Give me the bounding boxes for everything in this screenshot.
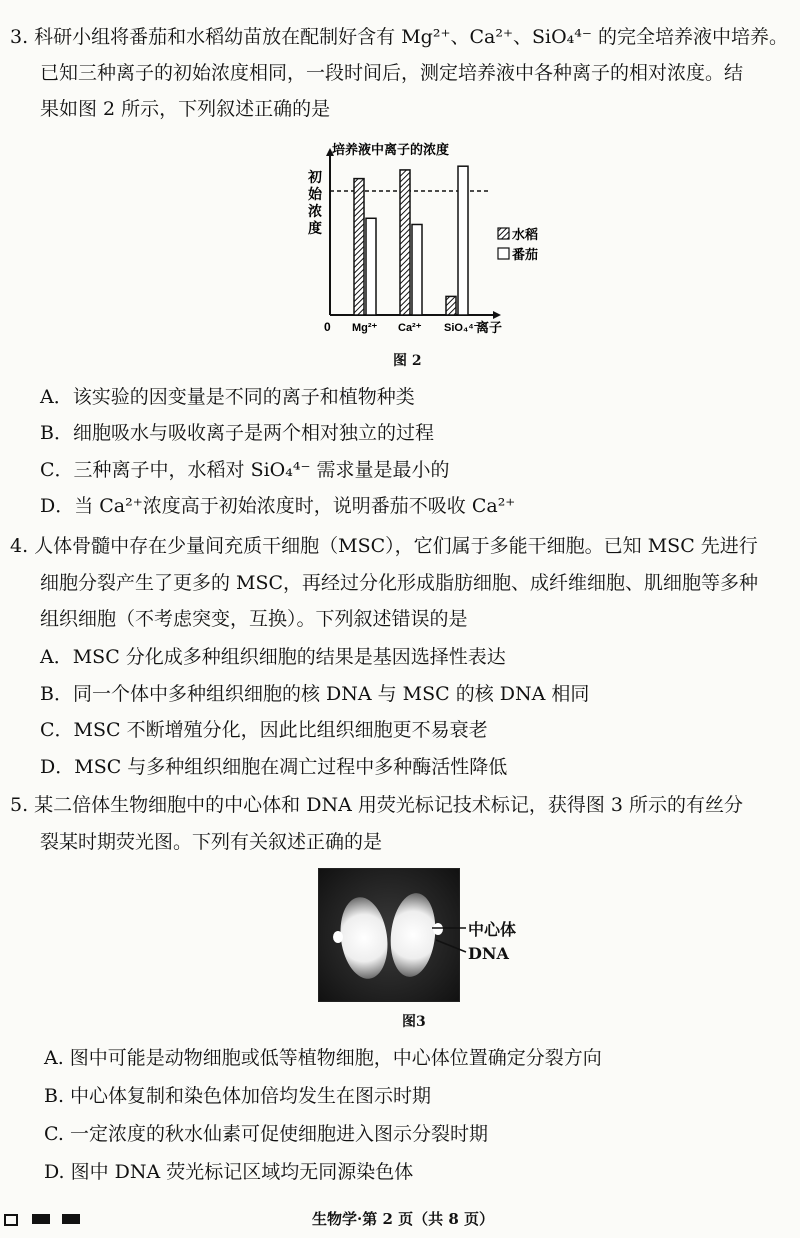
- y-axis-label-char: 始: [308, 186, 322, 202]
- q4-option-b: B．同一个体中多种组织细胞的核 DNA 与 MSC 的核 DNA 相同: [40, 683, 590, 705]
- q5-stem-line2: 裂某时期荧光图。下列有关叙述正确的是: [40, 831, 383, 853]
- q5-stem-line1: 5. 某二倍体生物细胞中的中心体和 DNA 用荧光标记技术标记，获得图 3 所示的有丝分: [10, 794, 743, 816]
- micrograph-leader-lines: [430, 920, 470, 960]
- ion-concentration-chart: [300, 140, 540, 370]
- q3-option-b: B．细胞吸水与吸收离子是两个相对独立的过程: [40, 422, 434, 444]
- chart-title: 培养液中离子的浓度: [332, 142, 450, 157]
- x-tick-label: Mg²⁺: [352, 322, 378, 334]
- footer-mark-icon: [4, 1214, 18, 1226]
- q4-option-a: A．MSC 分化成多种组织细胞的结果是基因选择性表达: [40, 646, 506, 668]
- legend-swatch-水稻: [498, 228, 509, 239]
- q3-option-a: A．该实验的因变量是不同的离子和植物种类: [40, 386, 415, 408]
- q4-stem-line1: 4. 人体骨髓中存在少量间充质干细胞（MSC），它们属于多能干细胞。已知 MSC 先进行: [10, 535, 758, 557]
- q3-option-c: C．三种离子中，水稻对 SiO₄⁴⁻ 需求量是最小的: [40, 459, 450, 481]
- y-axis-label-char: 度: [308, 220, 322, 236]
- q3-stem-line1: 3. 科研小组将番茄和水稻幼苗放在配制好含有 Mg²⁺、Ca²⁺、SiO₄⁴⁻ 的完全培养液中培养。: [10, 26, 788, 48]
- dna-region-left: [336, 894, 393, 982]
- q5-option-a: A. 图中可能是动物细胞或低等植物细胞，中心体位置确定分裂方向: [44, 1047, 602, 1069]
- legend-label: 番茄: [512, 247, 539, 262]
- x-tick-label: Ca²⁺: [398, 322, 422, 334]
- bar-水稻-2: [446, 296, 456, 315]
- q4-option-d: D．MSC 与多种组织细胞在凋亡过程中多种酶活性降低: [40, 756, 508, 778]
- centrosome-label: 中心体: [468, 920, 517, 939]
- x-axis-label: 离子: [476, 320, 503, 335]
- bar-番茄-1: [412, 224, 422, 315]
- x-axis-arrow: [493, 311, 501, 319]
- q5-option-d: D. 图中 DNA 荧光标记区域均无同源染色体: [44, 1161, 414, 1183]
- bar-水稻-1: [400, 170, 410, 315]
- y-axis-label-char: 浓: [308, 203, 322, 219]
- q3-option-d: D．当 Ca²⁺浓度高于初始浓度时，说明番茄不吸收 Ca²⁺: [40, 495, 516, 517]
- centrosome-left: [333, 931, 343, 943]
- footer-block-icon: [32, 1214, 50, 1224]
- q5-option-b: B. 中心体复制和染色体加倍均发生在图示时期: [44, 1085, 432, 1107]
- q4-stem-line2: 细胞分裂产生了更多的 MSC，再经过分化形成脂肪细胞、成纤维细胞、肌细胞等多种: [40, 572, 759, 594]
- dna-label: DNA: [468, 944, 509, 963]
- page-footer: [0, 1206, 800, 1232]
- bar-水稻-0: [354, 179, 364, 315]
- page-number: 生物学·第 2 页（共 8 页）: [312, 1210, 494, 1228]
- q4-option-c: C．MSC 不断增殖分化，因此比组织细胞更不易衰老: [40, 719, 488, 741]
- q3-stem-line3: 果如图 2 所示，下列叙述正确的是: [40, 98, 331, 120]
- figure2-caption: 图 2: [393, 353, 422, 369]
- legend-swatch-番茄: [498, 248, 509, 259]
- footer-block-icon: [62, 1214, 80, 1224]
- bar-番茄-2: [458, 166, 468, 315]
- q4-stem-line3: 组织细胞（不考虑突变，互换）。下列叙述错误的是: [40, 608, 468, 630]
- q3-stem-line2: 已知三种离子的初始浓度相同，一段时间后，测定培养液中各种离子的相对浓度。结: [40, 62, 744, 84]
- y-axis-label-char: 初: [308, 169, 322, 185]
- origin-label: 0: [324, 320, 331, 334]
- bar-番茄-0: [366, 218, 376, 315]
- q5-option-c: C. 一定浓度的秋水仙素可促使细胞进入图示分裂时期: [44, 1123, 488, 1145]
- figure3-caption: 图3: [402, 1014, 426, 1030]
- x-tick-label: SiO₄⁴⁻: [444, 322, 480, 334]
- legend-label: 水稻: [512, 227, 539, 242]
